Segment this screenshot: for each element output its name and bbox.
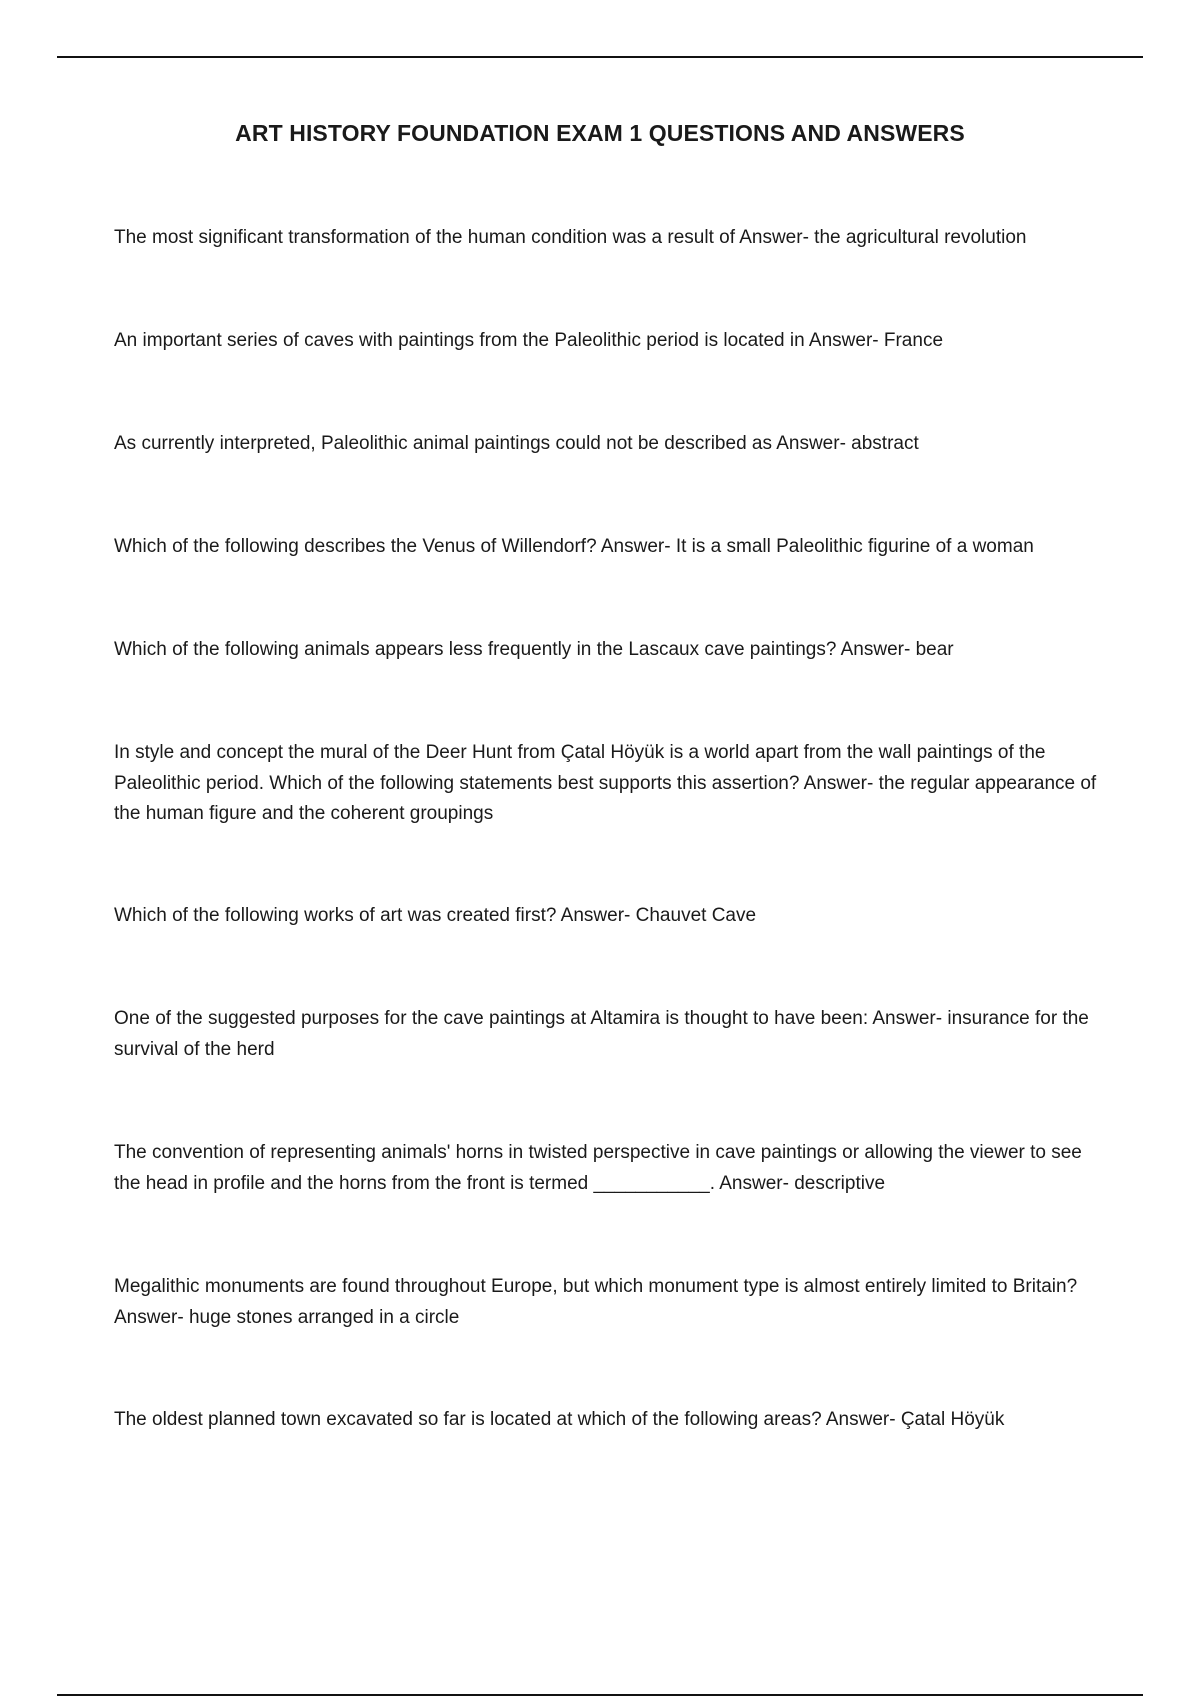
- qa-item-9: The convention of representing animals' horns in twisted perspective in cave paintings or allowing the viewer to see the head in profile and the horns from the front is termed ___________. Answer- descriptive: [114, 1142, 1082, 1194]
- qa-item-8: One of the suggested purposes for the cave paintings at Altamira is thought to have been: Answer- insurance for the survival of the herd: [114, 1008, 1089, 1060]
- qa-item-5: Which of the following animals appears less frequently in the Lascaux cave paintings? Answer- bear: [114, 639, 954, 660]
- qa-item-1: The most significant transformation of the human condition was a result of Answer- the agricultural revolution: [114, 227, 1027, 248]
- qa-item-2: An important series of caves with paintings from the Paleolithic period is located in Answer- France: [114, 330, 944, 351]
- qa-item-6: In style and concept the mural of the Deer Hunt from Çatal Höyük is a world apart from the wall paintings of the Paleolithic period. Which of the following statements best supports this assertion? Answer- the regular appearance of the human figure and the coherent groupings: [114, 742, 1097, 824]
- qa-item-4: Which of the following describes the Venus of Willendorf? Answer- It is a small Paleolithic figurine of a woman: [114, 536, 1034, 557]
- bottom-rule: [57, 1694, 1143, 1696]
- qa-item-11: The oldest planned town excavated so far is located at which of the following areas? Answer- Çatal Höyük: [114, 1409, 1005, 1430]
- page-title: ART HISTORY FOUNDATION EXAM 1 QUESTIONS AND ANSWERS: [235, 120, 965, 146]
- qa-item-3: As currently interpreted, Paleolithic animal paintings could not be described as Answer- abstract: [114, 433, 919, 454]
- qa-item-7: Which of the following works of art was created first? Answer- Chauvet Cave: [114, 905, 757, 926]
- top-rule: [57, 56, 1143, 58]
- qa-item-10: Megalithic monuments are found throughout Europe, but which monument type is almost entirely limited to Britain? Answer- huge stones arranged in a circle: [114, 1276, 1078, 1328]
